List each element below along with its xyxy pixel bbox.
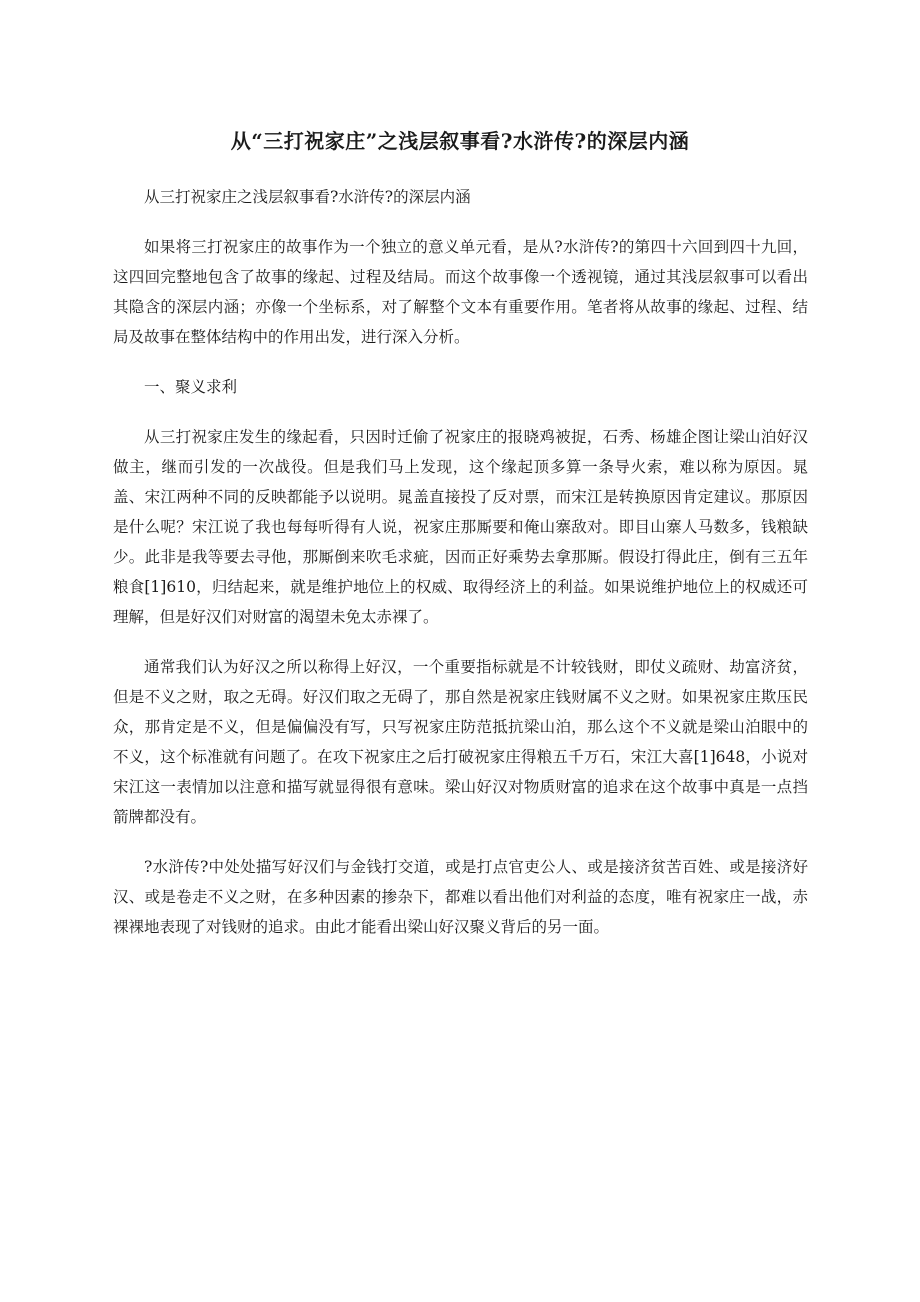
subtitle-paragraph: 从三打祝家庄之浅层叙事看?水浒传?的深层内涵 <box>144 188 471 206</box>
section-heading: 一、聚义求利 <box>144 378 238 396</box>
document-title: 从“三打祝家庄”之浅层叙事看?水浒传?的深层内涵 <box>230 129 690 154</box>
intro-paragraph: 如果将三打祝家庄的故事作为一个独立的意义单元看，是从?水浒传?的第四十六回到四十九回，这四回完整地包含了故事的缘起、过程及结局。而这个故事像一个透视镜，通过其浅层叙事可以看出其隐含的深层内涵；亦像一个坐标系，对了解整个文本有重要作用。笔者将从故事的缘起、过程、结局及故事在整体结构中的作用出发，进行深入分析。 <box>113 238 808 346</box>
body-paragraph: 从三打祝家庄发生的缘起看，只因时迁偷了祝家庄的报晓鸡被捉，石秀、杨雄企图让梁山泊好汉做主，继而引发的一次战役。但是我们马上发现，这个缘起顶多算一条导火索，难以称为原因。晁盖、宋江两种不同的反映都能予以说明。晁盖直接投了反对票，而宋江是转换原因肯定建议。那原因是什么呢？宋江说了我也每每听得有人说，祝家庄那厮要和俺山寨敌对。即目山寨人马数多，钱粮缺少。此非是我等要去寻他，那厮倒来吹毛求疵，因而正好乘势去拿那厮。假设打得此庄，倒有三五年粮食[1]610，归结起来，就是维护地位上的权威、取得经济上的利益。如果说维护地位上的权威还可理解，但是好汉们对财富的渴望未免太赤裸了。 <box>113 428 808 626</box>
body-paragraph: ?水浒传?中处处描写好汉们与金钱打交道，或是打点官吏公人、或是接济贫苦百姓、或是接济好汉、或是卷走不义之财，在多种因素的掺杂下，都难以看出他们对利益的态度，唯有祝家庄一战，赤裸裸地表现了对钱财的追求。由此才能看出梁山好汉聚义背后的另一面。 <box>113 858 808 936</box>
document-body <box>113 182 808 942</box>
body-paragraph: 通常我们认为好汉之所以称得上好汉，一个重要指标就是不计较钱财，即仗义疏财、劫富济贫，但是不义之财，取之无碍。好汉们取之无碍了，那自然是祝家庄钱财属不义之财。如果祝家庄欺压民众，那肯定是不义，但是偏偏没有写，只写祝家庄防范抵抗梁山泊，那么这个不义就是梁山泊眼中的不义，这个标准就有问题了。在攻下祝家庄之后打破祝家庄得粮五千万石，宋江大喜[1]648，小说对宋江这一表情加以注意和描写就显得很有意味。梁山好汉对物质财富的追求在这个故事中真是一点挡箭牌都没有。 <box>113 658 808 826</box>
